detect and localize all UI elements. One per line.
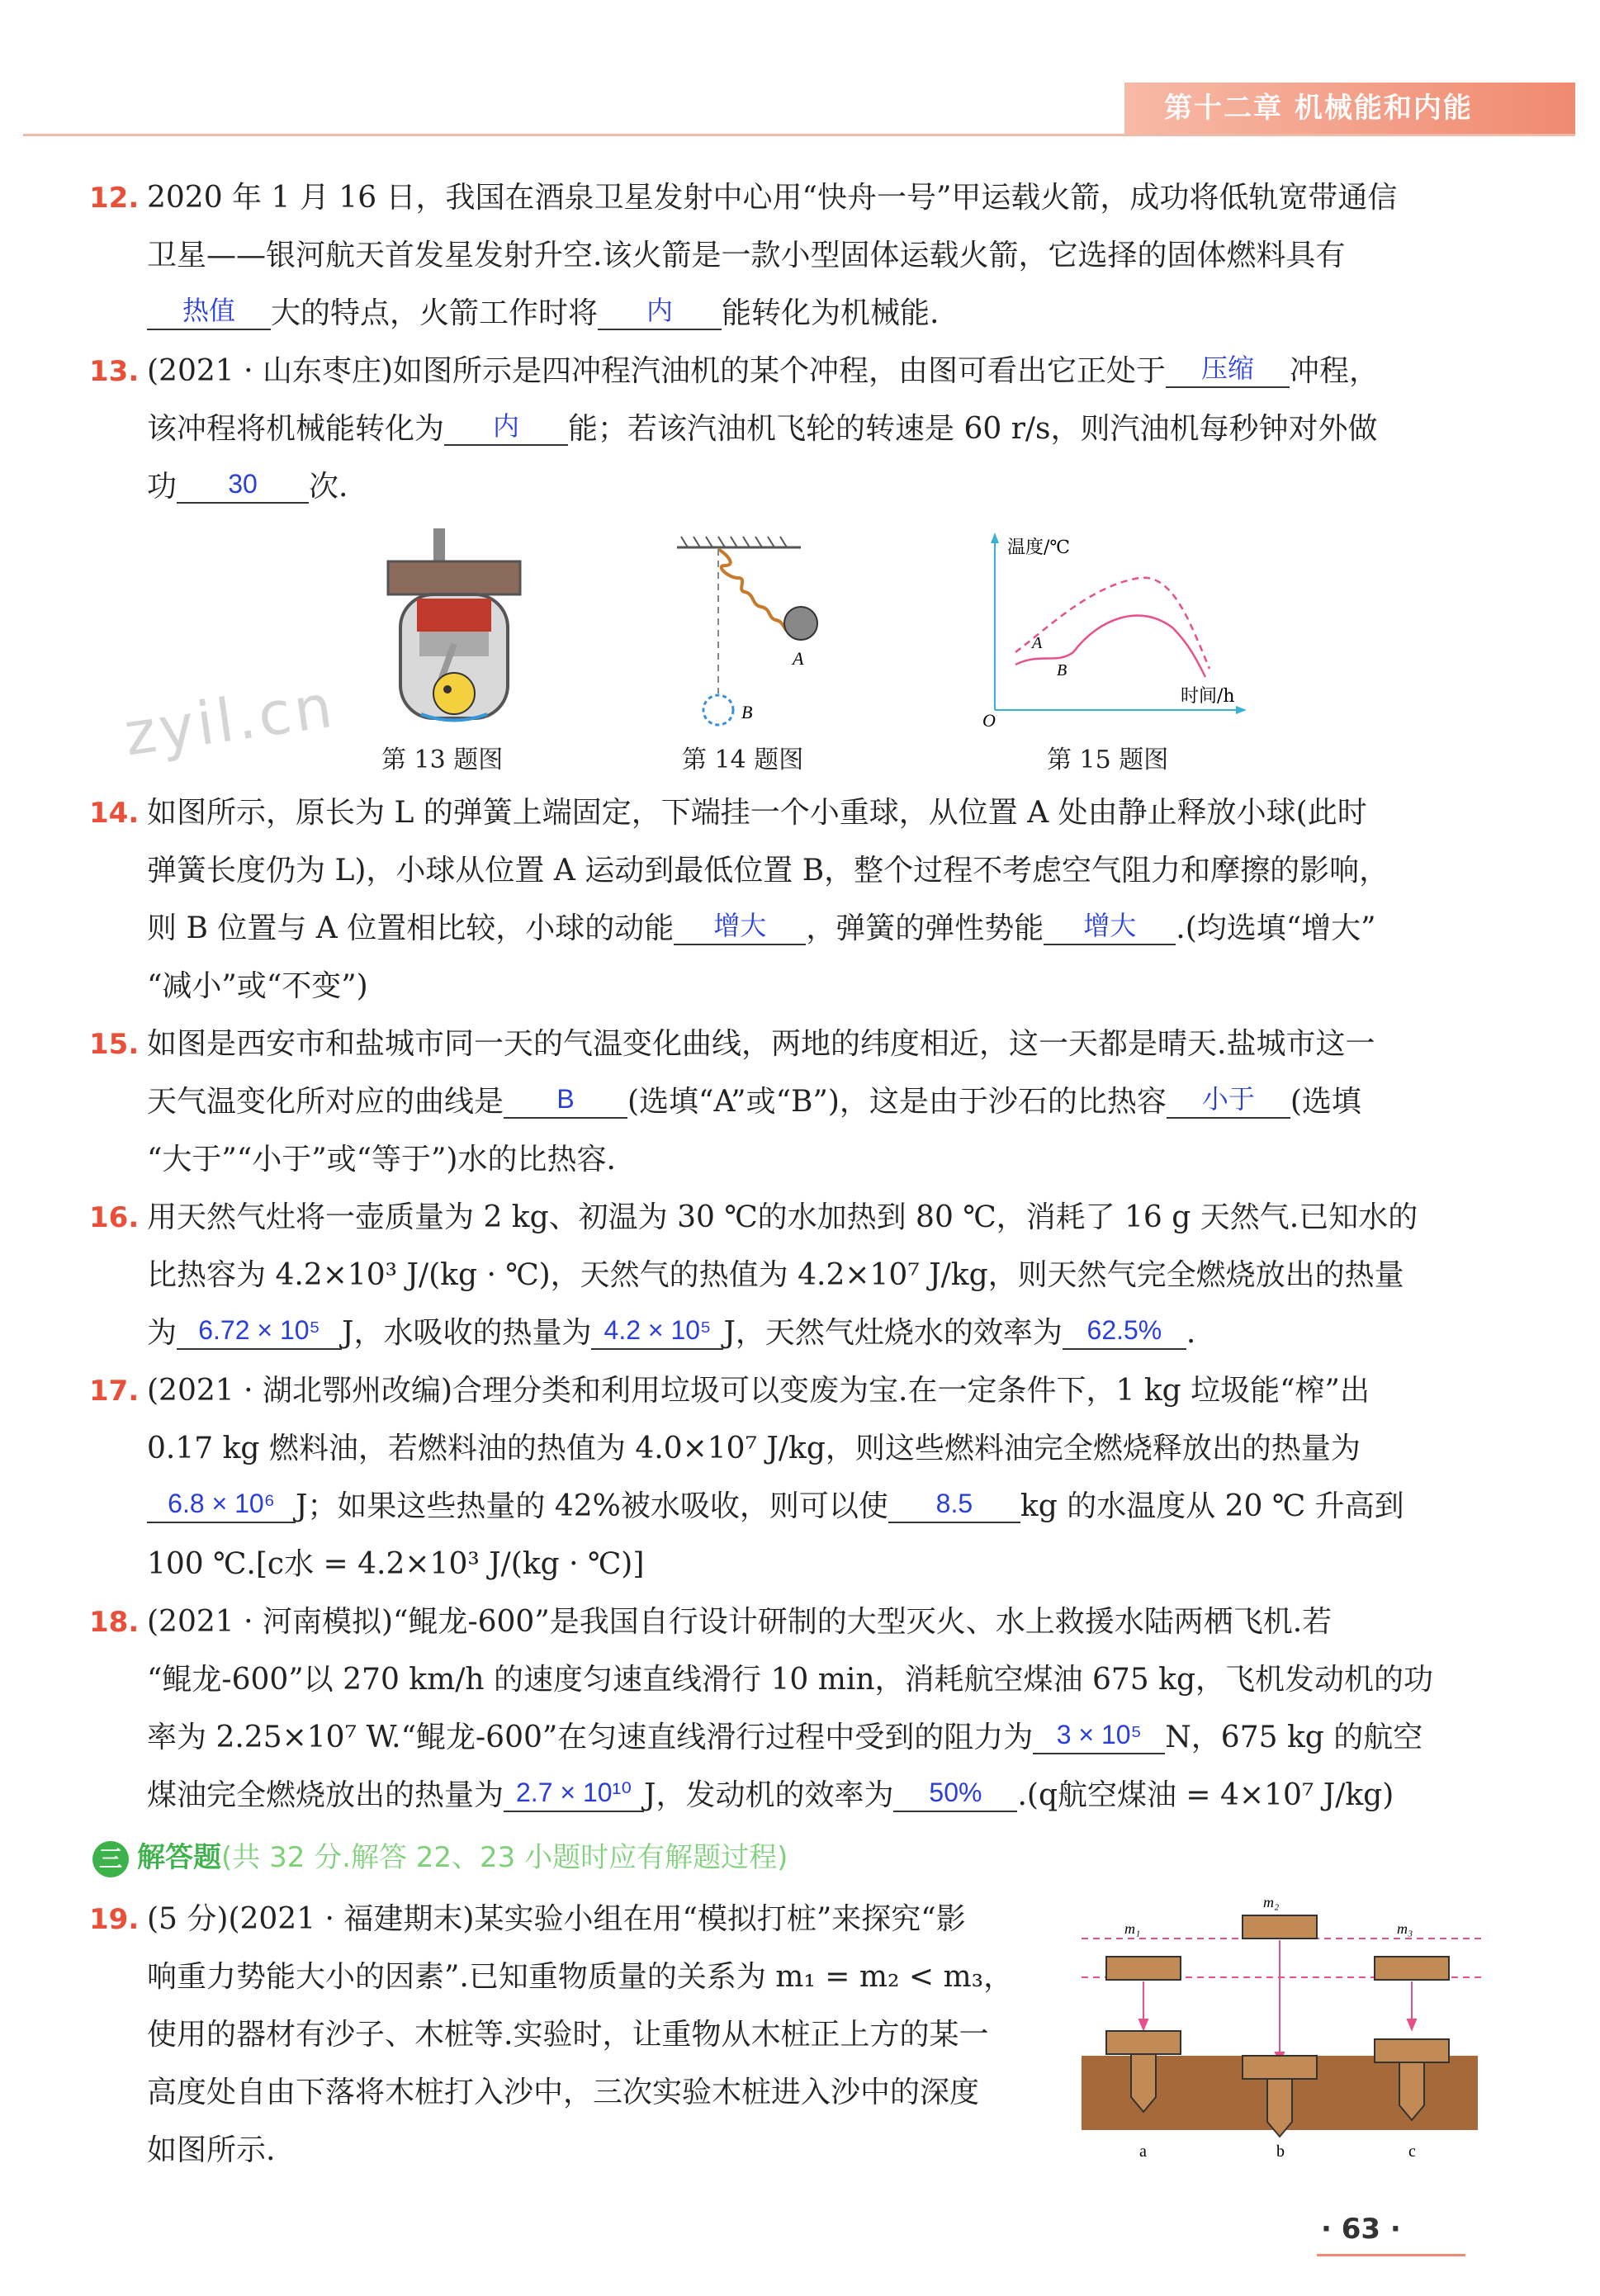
question-number: 19. <box>89 1903 140 1936</box>
question-text: 天气温变化所对应的曲线是 <box>147 1085 504 1119</box>
spring-figure <box>652 533 850 739</box>
answer-blank: 8.5 <box>888 1485 1020 1523</box>
question-text: 用天然气灶将一壶质量为 2 kg、初温为 30 ℃的水加热到 80 ℃，消耗了 16 g 天然气.已知水的 <box>147 1200 1418 1234</box>
label-a: A <box>1032 634 1043 652</box>
question-text: 高度处自由下落将木桩打入沙中，三次实验木桩进入沙中的深度 <box>147 2076 980 2109</box>
question-text: 煤油完全燃烧放出的热量为 <box>147 1778 504 1812</box>
question-text: (2021 · 湖北鄂州改编)合理分类和利用垃圾可以变废为宝.在一定条件下，1 kg 垃圾能“榨”出 <box>147 1374 1370 1408</box>
answer-blank: 3 × 10⁵ <box>1033 1716 1165 1754</box>
question-text: 率为 2.25×10⁷ W.“鲲龙-600”在匀速直线滑行过程中受到的阻力为 <box>147 1721 1034 1754</box>
question-text: 大的特点，火箭工作时将 <box>271 296 599 330</box>
question-text: .(均选填“增大” <box>1176 911 1376 945</box>
answer-blank: 2.7 × 10¹⁰ <box>504 1774 644 1812</box>
question-text: 比热容为 4.2×10³ J/(kg · ℃)，天然气的热值为 4.2×10⁷ J/kg，则天然气完全燃烧放出的热量 <box>147 1258 1404 1292</box>
question-text: 2020 年 1 月 16 日，我国在酒泉卫星发射中心用“快舟一号”甲运载火箭，成功将低轨宽带通信 <box>147 181 1398 215</box>
section-title: 解答题 <box>137 1841 221 1874</box>
question-text: 如图是西安市和盐城市同一天的气温变化曲线，两地的纬度相近，这一天都是晴天.盐城市这一 <box>147 1027 1375 1061</box>
question-text: 卫星——银河航天首发星发射升空.该火箭是一款小型固体运载火箭，它选择的固体燃料具有 <box>147 239 1346 272</box>
question-text: 使用的器材有沙子、木桩等.实验时，让重物从木桩正上方的某一 <box>147 2018 989 2052</box>
question-text: 如图所示. <box>147 2133 276 2167</box>
question-number: 14. <box>89 797 140 830</box>
answer-blank: 50% <box>893 1774 1017 1812</box>
question-text: “减小”或“不变”) <box>147 969 368 1003</box>
figure-caption: 第 13 题图 <box>381 746 504 774</box>
spark-plug-icon <box>433 528 445 561</box>
question-text: 该冲程将机械能转化为 <box>147 412 445 446</box>
label-c: c <box>1408 2142 1416 2161</box>
answer-blank: 增大 <box>674 907 806 945</box>
temperature-chart <box>974 528 1255 735</box>
label-b: B <box>1057 661 1067 679</box>
curve-a <box>1015 578 1209 669</box>
answer-blank: 6.8 × 10⁶ <box>147 1485 296 1523</box>
question-text: J，天然气灶烧水的效率为 <box>723 1316 1063 1350</box>
y-axis-label: 温度/℃ <box>1007 537 1071 558</box>
question-text: 0.17 kg 燃料油，若燃料油的热值为 4.0×10⁷ J/kg，则这些燃料油完全燃烧释放出的热量为 <box>147 1432 1361 1465</box>
answer-blank: 内 <box>444 408 568 446</box>
crankshaft-icon <box>433 673 475 714</box>
label-m2: m₂ <box>1263 1894 1280 1910</box>
answer-blank: 热值 <box>147 292 271 330</box>
answer-blank: 内 <box>598 292 722 330</box>
question-text: 则 B 位置与 A 位置相比较，小球的动能 <box>147 911 675 945</box>
curve-b <box>1015 616 1205 677</box>
piston-icon <box>417 599 491 632</box>
answer-blank: 6.72 × 10⁵ <box>177 1312 342 1350</box>
question-text: .(q航空煤油 = 4×10⁷ J/kg) <box>1017 1778 1394 1812</box>
question-text: 能转化为机械能. <box>722 296 940 330</box>
question-text: J，水吸收的热量为 <box>342 1316 592 1350</box>
section-header <box>92 1834 788 1877</box>
answer-blank: 压缩 <box>1166 350 1290 388</box>
answer-blank: 4.2 × 10⁵ <box>591 1312 723 1350</box>
label-m3: m₃ <box>1397 1920 1413 1937</box>
question-number: 13. <box>89 355 140 388</box>
question-text: 如图所示，原长为 L 的弹簧上端固定，下端挂一个小重球，从位置 A 处由静止释放小球(此时 <box>147 796 1367 830</box>
watermark: zyil.cn <box>120 670 340 769</box>
section-subtitle: (共 32 分.解答 22、23 小题时应有解题过程) <box>221 1841 788 1874</box>
question-text: (2021 · 山东枣庄)如图所示是四冲程汽油机的某个冲程，由图可看出它正处于 <box>147 354 1167 388</box>
question-text: “大于”“小于”或“等于”)水的比热容. <box>147 1143 616 1176</box>
question-number: 15. <box>89 1028 140 1061</box>
question-text: J；如果这些热量的 42%被水吸收，则可以使 <box>296 1489 888 1523</box>
pile-driving-figure <box>1082 1891 1486 2163</box>
label-b: B <box>741 702 753 722</box>
question-text: 冲程， <box>1290 354 1380 388</box>
label-a: A <box>793 648 804 669</box>
page-number-underline <box>1317 2254 1465 2256</box>
label-m1: m₁ <box>1124 1920 1141 1937</box>
answer-blank: B <box>504 1081 627 1119</box>
label-b: b <box>1276 2142 1285 2161</box>
figure-caption: 第 15 题图 <box>1047 746 1169 774</box>
question-number: 12. <box>89 182 140 215</box>
question-text: (5 分)(2021 · 福建期末)某实验小组在用“模拟打桩”来探究“影 <box>147 1902 966 1936</box>
label-a: a <box>1139 2142 1147 2161</box>
chapter-title: 第十二章 机械能和内能 <box>1124 83 1575 134</box>
page-number: · 63 · <box>1321 2213 1401 2246</box>
question-text: 为 <box>147 1316 178 1350</box>
question-text: “鲲龙-600”以 270 km/h 的速度匀速直线滑行 10 min，消耗航空煤油 675 kg，飞机发动机的功 <box>147 1663 1433 1697</box>
question-text: . <box>1186 1316 1196 1350</box>
question-text: 弹簧长度仍为 L)，小球从位置 A 运动到最低位置 B，整个过程不考虑空气阻力和摩擦的影响， <box>147 854 1389 888</box>
answer-blank: 小于 <box>1167 1081 1290 1119</box>
question-text: 响重力势能大小的因素”.已知重物质量的关系为 m₁ = m₂ < m₃， <box>147 1960 1014 1994</box>
header-divider <box>23 134 1575 136</box>
answer-blank: 增大 <box>1044 907 1176 945</box>
origin-label: O <box>982 710 996 731</box>
x-axis-label: 时间/h <box>1181 686 1235 707</box>
weight-m3 <box>1375 1957 1449 1980</box>
spring-icon <box>718 549 791 633</box>
question-text: J，发动机的效率为 <box>644 1778 894 1812</box>
question-text: kg 的水温度从 20 ℃ 升高到 <box>1020 1489 1404 1523</box>
question-text: (选填 <box>1290 1085 1361 1119</box>
figure-caption: 第 14 题图 <box>682 746 804 774</box>
engine-figure <box>380 528 545 735</box>
question-text: (选填“A”或“B”)，这是由于沙石的比热容 <box>627 1085 1167 1119</box>
section-badge: 三 <box>92 1841 129 1877</box>
ball-icon <box>784 607 817 640</box>
question-text: N，675 kg 的航空 <box>1165 1721 1423 1754</box>
answer-blank: 30 <box>177 466 309 504</box>
question-text: 功 <box>147 470 178 504</box>
question-text: (2021 · 河南模拟)“鲲龙-600”是我国自行设计研制的大型灭火、水上救援水陆两栖飞机.若 <box>147 1605 1333 1639</box>
answer-blank: 62.5% <box>1063 1312 1186 1350</box>
question-number: 18. <box>89 1606 140 1639</box>
ball-position-b-icon <box>703 695 733 725</box>
question-text: ，弹簧的弹性势能 <box>806 911 1044 945</box>
question-text: 100 ℃.[c水 = 4.2×10³ J/(kg · ℃)] <box>147 1547 645 1581</box>
question-text: 能；若该汽油机飞轮的转速是 60 r/s，则汽油机每秒钟对外做 <box>568 412 1378 446</box>
weight-m2 <box>1243 1915 1317 1939</box>
weight-m1 <box>1106 1957 1181 1980</box>
question-number: 16. <box>89 1201 140 1234</box>
question-text: 次. <box>309 470 348 504</box>
question-number: 17. <box>89 1375 140 1408</box>
